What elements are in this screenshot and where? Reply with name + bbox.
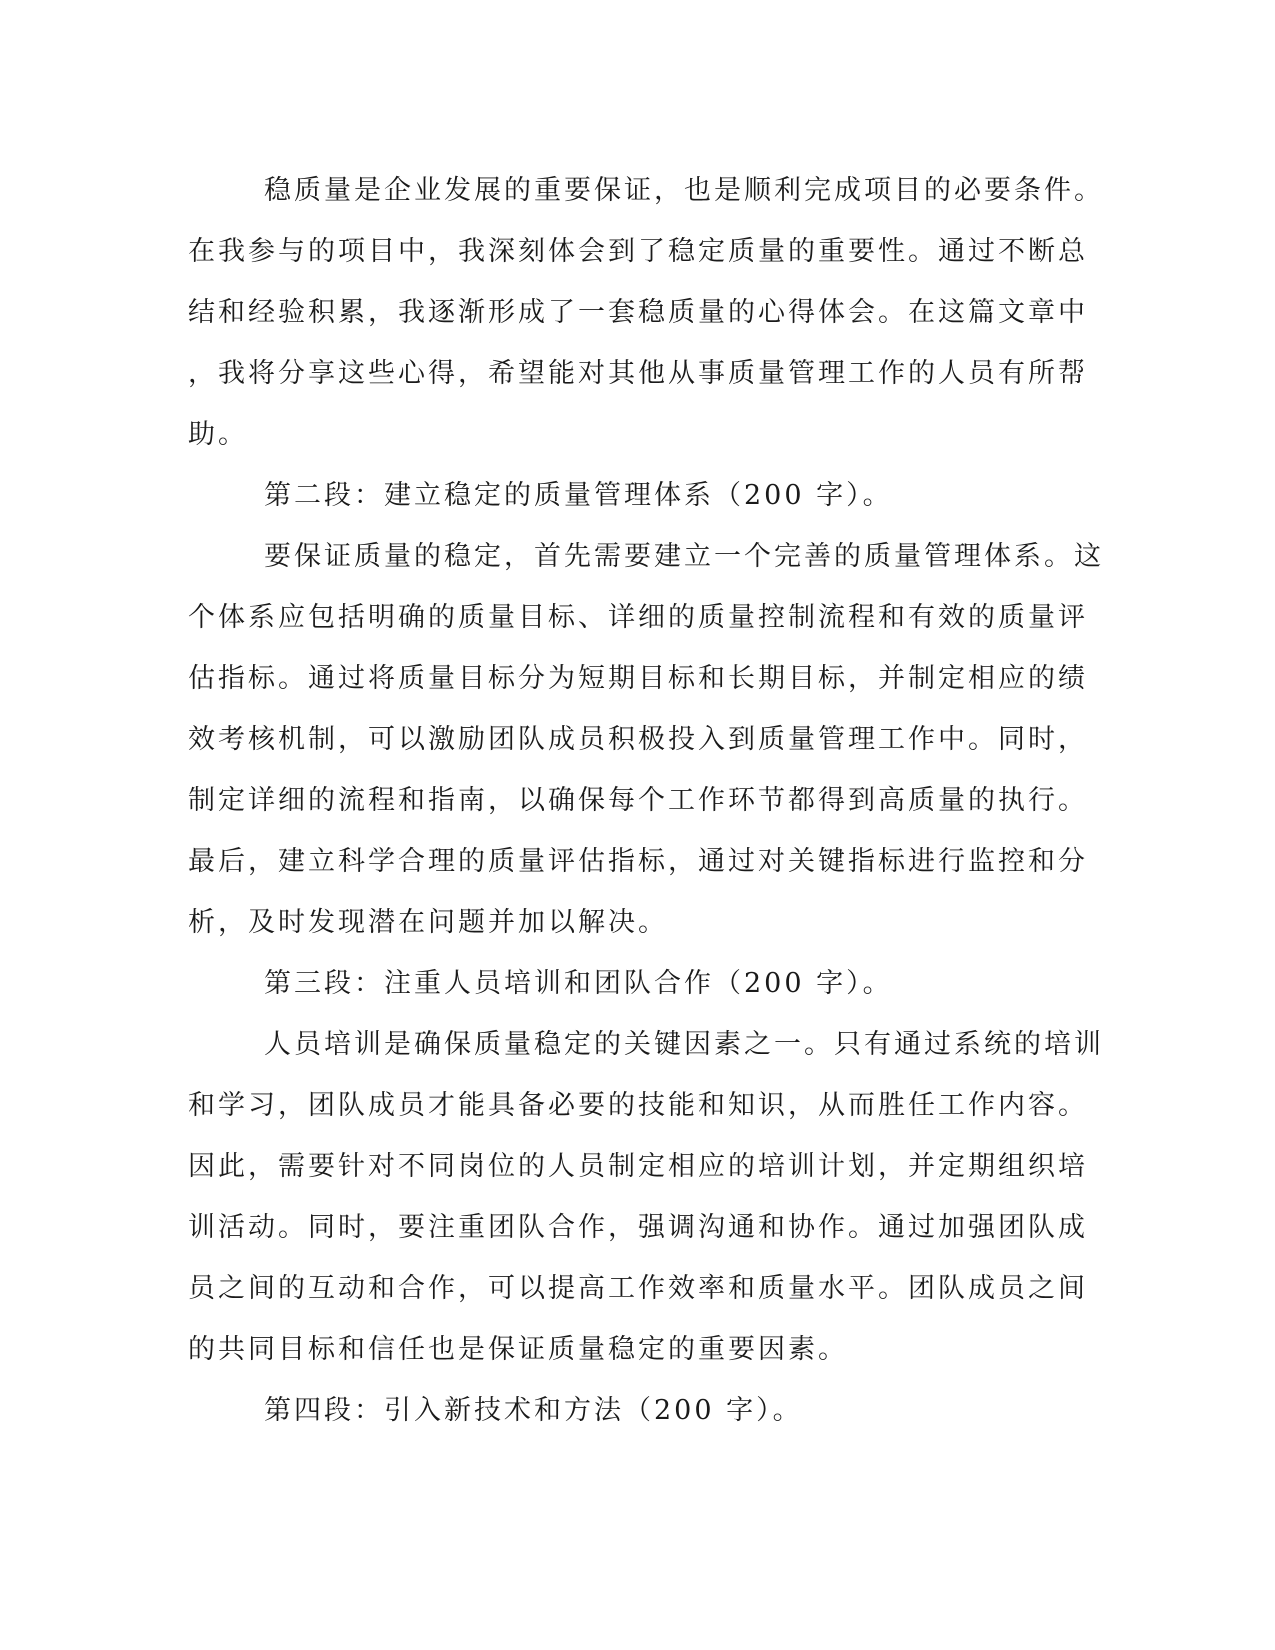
text-line: 因此，需要针对不同岗位的人员制定相应的培训计划，并定期组织培 [188,1151,1088,1182]
text-line: 析，及时发现潜在问题并加以解决。 [188,907,668,938]
text-line: 助。 [188,419,248,450]
text-line: 的共同目标和信任也是保证质量稳定的重要因素。 [188,1334,848,1365]
text-line: 员之间的互动和合作，可以提高工作效率和质量水平。团队成员之间 [188,1273,1088,1304]
text-line: 和学习，团队成员才能具备必要的技能和知识，从而胜任工作内容。 [188,1090,1088,1121]
section-heading: 第二段：建立稳定的质量管理体系（200 字）。 [264,480,893,511]
text-line: 训活动。同时，要注重团队合作，强调沟通和协作。通过加强团队成 [188,1212,1088,1243]
section-heading: 第三段：注重人员培训和团队合作（200 字）。 [264,968,893,999]
document-body [188,160,1104,1441]
text-line: 最后，建立科学合理的质量评估指标，通过对关键指标进行监控和分 [188,846,1088,877]
text-line: 制定详细的流程和指南，以确保每个工作环节都得到高质量的执行。 [188,785,1088,816]
text-line: 个体系应包括明确的质量目标、详细的质量控制流程和有效的质量评 [188,602,1088,633]
text-line: 人员培训是确保质量稳定的关键因素之一。只有通过系统的培训 [264,1029,1104,1060]
section-heading: 第四段：引入新技术和方法（200 字）。 [264,1395,803,1426]
text-line: ，我将分享这些心得，希望能对其他从事质量管理工作的人员有所帮 [188,358,1088,389]
text-line: 估指标。通过将质量目标分为短期目标和长期目标，并制定相应的绩 [188,663,1088,694]
text-line: 要保证质量的稳定，首先需要建立一个完善的质量管理体系。这 [264,541,1104,572]
text-line: 在我参与的项目中，我深刻体会到了稳定质量的重要性。通过不断总 [188,236,1088,267]
text-line: 稳质量是企业发展的重要保证，也是顺利完成项目的必要条件。 [264,175,1104,206]
text-line: 效考核机制，可以激励团队成员积极投入到质量管理工作中。同时， [188,724,1088,755]
text-line: 结和经验积累，我逐渐形成了一套稳质量的心得体会。在这篇文章中 [188,297,1088,328]
